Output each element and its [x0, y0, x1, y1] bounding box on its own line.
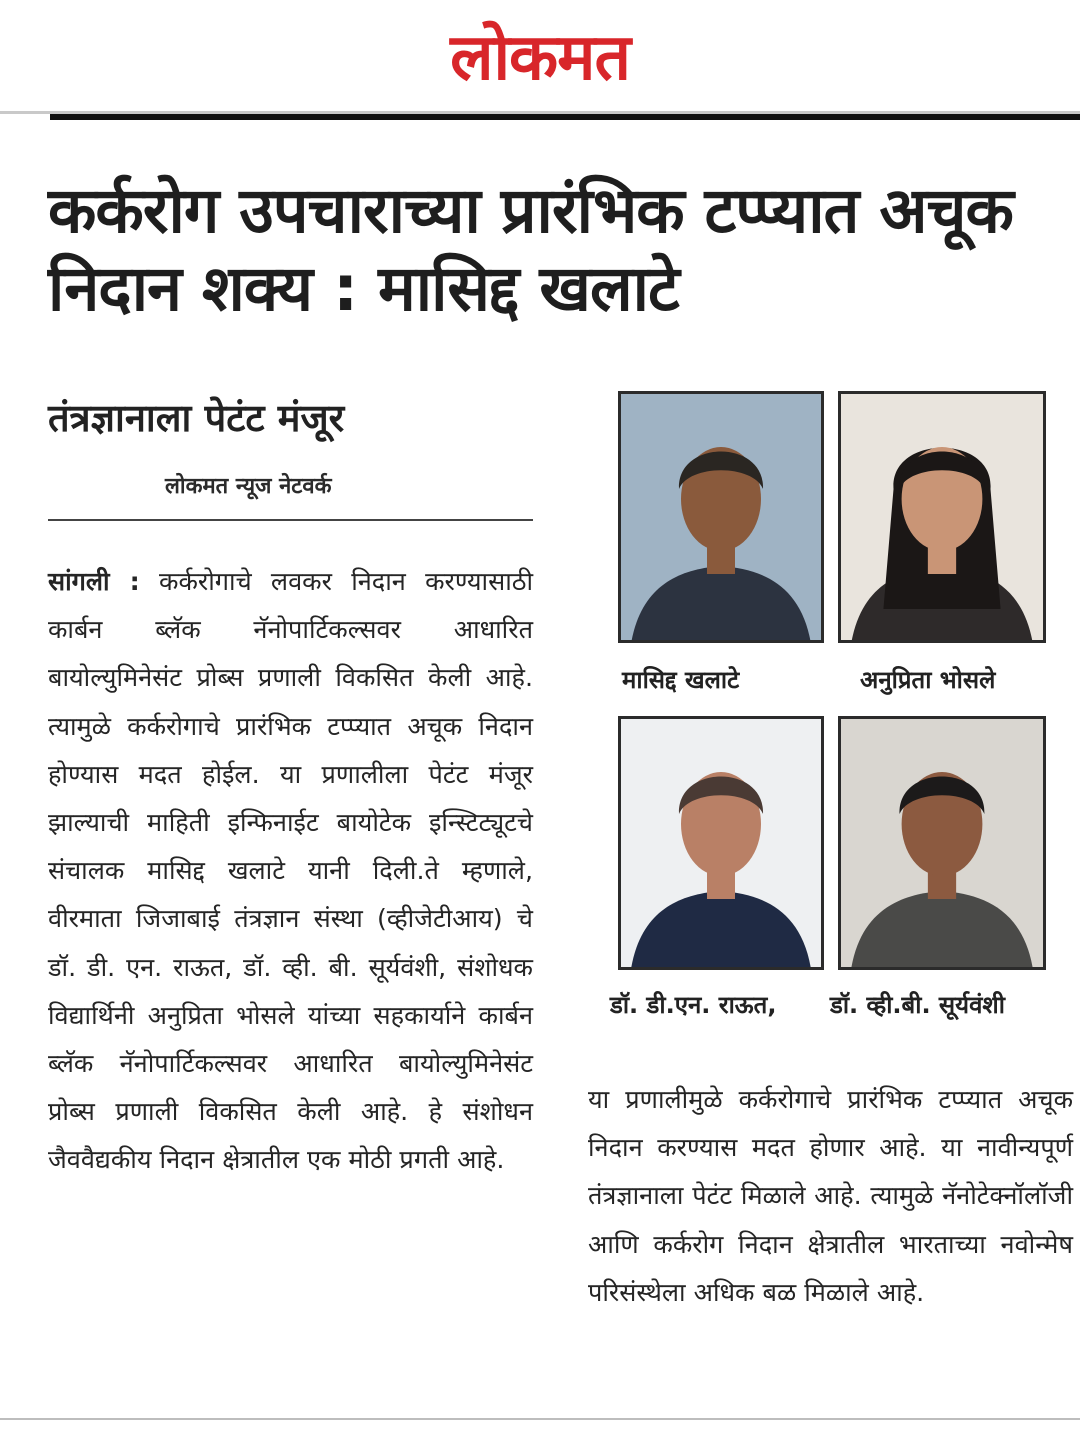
photo-dn-raut — [618, 716, 824, 970]
photo-vb-suryavanshi — [838, 716, 1046, 970]
byline: लोकमत न्यूज नेटवर्क — [165, 474, 332, 499]
column-divider — [48, 519, 533, 521]
caption-vb-suryavanshi: डॉ. व्ही.बी. सूर्यवंशी — [830, 991, 1005, 1019]
dateline: सांगली : — [48, 567, 140, 596]
article-body-left — [48, 558, 533, 1185]
headline: कर्करोग उपचाराच्या प्रारंभिक टप्प्यात अचूक निदान शक्य : मासिद्द खलाटे — [48, 174, 1013, 325]
caption-masidd-khalate: मासिद्द खलाटे — [622, 666, 740, 694]
caption-dn-raut: डॉ. डी.एन. राऊत, — [610, 991, 777, 1019]
photo-anuprita-bhosale — [838, 391, 1046, 643]
masthead-rule-thick — [50, 114, 1080, 120]
photo-masidd-khalate — [618, 391, 824, 643]
bottom-rule — [0, 1418, 1080, 1420]
body-left-text: कर्करोगाचे लवकर निदान करण्यासाठी कार्बन ब्लॅक नॅनोपार्टिकल्सवर आधारित बायोल्युमिनेसंट प्रोब्स प्रणाली विकसित केली आहे. त्यामुळे कर्करोगाचे प्रारंभिक टप्प्यात अचूक निदान होण्यास मदत होईल. या प्रणालीला पेटंट मंजूर झाल्याची माहिती इन्फिनाईट बायोटेक इन्स्टिट्यूटचे संचालक मासिद्द खलाटे यानी दिली.ते म्हणाले, वीरमाता जिजाबाई तंत्रज्ञान संस्था (व्हीजेटीआय) चे डॉ. डी. एन. राऊत, डॉ. व्ही. बी. सूर्यवंशी, संशोधक विद्यार्थिनी अनुप्रिता भोसले यांच्या सहकार्याने कार्बन ब्लॅक नॅनोपार्टिकल्सवर आधारित बायोल्युमिनेसंट प्रोब्स प्रणाली विकसित केली आहे. हे संशोधन जैववैद्यकीय निदान क्षेत्रातील एक मोठी प्रगती आहे. — [48, 567, 533, 1175]
subheadline: तंत्रज्ञानाला पेटंट मंजूर — [48, 396, 345, 440]
newspaper-masthead: लोकमत — [450, 20, 630, 95]
caption-anuprita-bhosale: अनुप्रिता भोसले — [860, 666, 996, 694]
article-body-right: या प्रणालीमुळे कर्करोगाचे प्रारंभिक टप्प्यात अचूक निदान करण्यास मदत होणार आहे. या नावीन्यपूर्ण तंत्रज्ञानाला पेटंट मिळाले आहे. त्यामुळे नॅनोटेक्नॉलॉजी आणि कर्करोग निदान क्षेत्रातील भारताच्या नवोन्मेष परिसंस्थेला अधिक बळ मिळाले आहे. — [588, 1085, 1073, 1307]
